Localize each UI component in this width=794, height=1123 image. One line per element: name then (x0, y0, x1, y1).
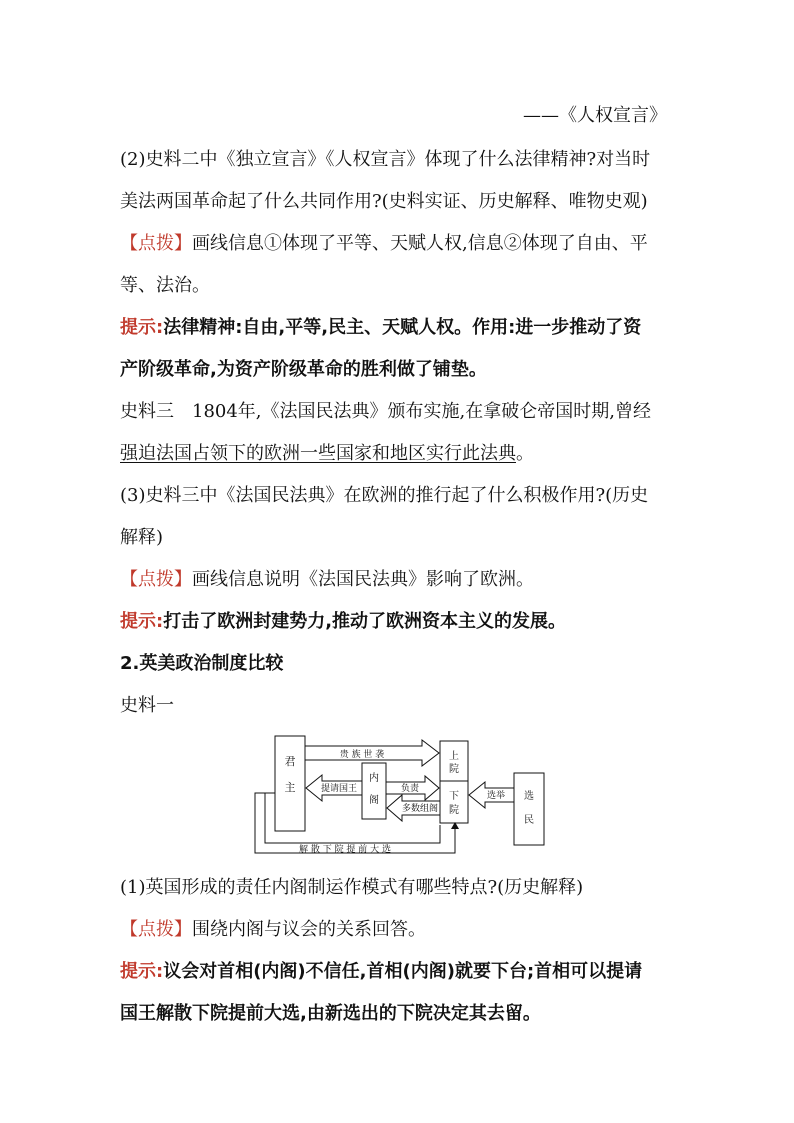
answer-label: 提示: (120, 611, 164, 632)
tip-2-line-1 (120, 232, 648, 256)
tip-2-text: 画线信息①体现了平等、天赋人权,信息②体现了自由、平 (192, 233, 648, 254)
answer-b1-line-1 (120, 960, 642, 984)
tip-3 (120, 568, 534, 592)
lower-house-box (440, 781, 468, 823)
cabinet-label: 阁 (369, 795, 379, 806)
responsible-label: 负责 (400, 784, 420, 794)
source-credit: ——《人权宣言》 (523, 105, 667, 126)
dissolve-label: 解 散 下 院 提 前 大 选 (298, 845, 392, 855)
monarch-label: 君 (284, 755, 296, 768)
cabinet-box (362, 763, 386, 819)
question-2-line-1: (2)史料二中《独立宣言》《人权宣言》体现了什么法律精神?对当时 (120, 149, 651, 170)
tip-label: 【点拨】 (120, 233, 192, 254)
answer-2-line-2: 产阶级革命,为资产阶级革命的胜利做了铺垫。 (120, 359, 487, 380)
upper-house-label: 上 (449, 751, 459, 762)
source-3-line-2: 强迫法国占领下的欧洲一些国家和地区实行此法典。 (120, 443, 534, 464)
majority-label: 多数组阁 (401, 804, 439, 814)
answer-b1-text: 议会对首相(内阁)不信任,首相(内阁)就要下台;首相可以提请 (163, 961, 643, 982)
hereditary-label: 贵 族 世 袭 (339, 750, 385, 760)
section-heading: 2.英美政治制度比较 (120, 653, 284, 674)
question-3-line-2: 解释) (120, 527, 164, 548)
source-3-line-1: 史料三 1804年,《法国民法典》颁布实施,在拿破仑帝国时期,曾经 (120, 401, 651, 422)
tip-2-line-2: 等、法治。 (120, 275, 210, 296)
voters-box (514, 773, 544, 845)
voters-label: 民 (524, 815, 534, 826)
source-1-label: 史料一 (120, 695, 174, 716)
answer-2-line-1 (120, 316, 641, 340)
answer-label: 提示: (120, 961, 164, 982)
upper-house-label: 院 (449, 764, 459, 775)
question-3-line-1: (3)史料三中《法国民法典》在欧洲的推行起了什么积极作用?(历史 (120, 485, 649, 506)
answer-3 (120, 610, 566, 634)
source-3-underlined: 强迫法国占领下的欧洲一些国家和地区实行此法典 (120, 443, 516, 464)
parliament-diagram (250, 733, 550, 858)
answer-label: 提示: (120, 317, 164, 338)
elect-label: 选举 (486, 791, 506, 801)
voters-label: 选 (524, 791, 534, 802)
tip-b1 (120, 918, 426, 942)
monarch-label: 主 (284, 781, 296, 794)
tip-label: 【点拨】 (120, 569, 192, 590)
tip-b1-text: 围绕内阁与议会的关系回答。 (192, 919, 426, 940)
question-b1: (1)英国形成的责任内阁制运作模式有哪些特点?(历史解释) (120, 877, 584, 898)
answer-3-text: 打击了欧洲封建势力,推动了欧洲资本主义的发展。 (163, 611, 567, 632)
lower-house-label: 下 (449, 791, 459, 802)
request-king-label: 提请国王 (320, 784, 358, 794)
question-2-line-2: 美法两国革命起了什么共同作用?(史料实证、历史解释、唯物史观) (120, 191, 648, 212)
answer-2-text: 法律精神:自由,平等,民主、天赋人权。作用:进一步推动了资 (163, 317, 642, 338)
lower-house-label: 院 (449, 805, 459, 816)
cabinet-label: 内 (369, 773, 379, 784)
tip-3-text: 画线信息说明《法国民法典》影响了欧洲。 (192, 569, 534, 590)
tip-label: 【点拨】 (120, 919, 192, 940)
answer-b1-line-2: 国王解散下院提前大选,由新选出的下院决定其去留。 (120, 1003, 541, 1024)
